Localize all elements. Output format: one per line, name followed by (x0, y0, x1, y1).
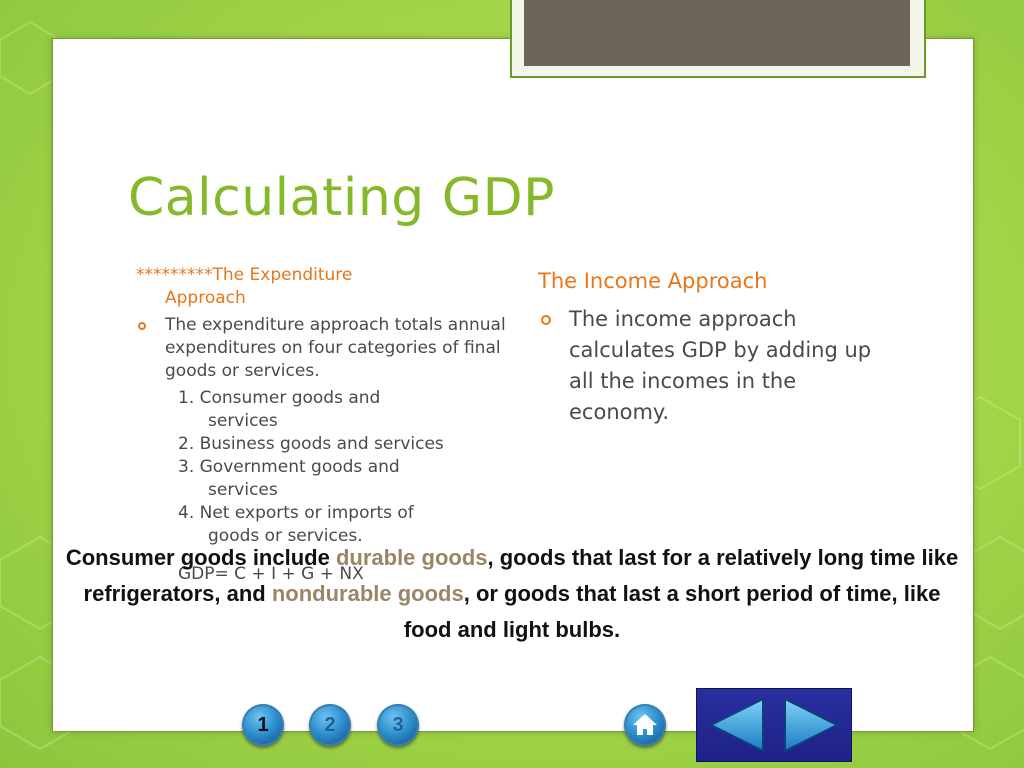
heading-asterisks: ********* (136, 265, 213, 285)
note-highlight-durable-goods: durable goods (335, 545, 488, 570)
note-text-2: , goods that last for a relatively long time like refrigerators, and (83, 545, 959, 606)
expenditure-categories-list (178, 387, 506, 548)
page-3-label: 3 (392, 713, 404, 736)
income-bullet-text: The income approach calculates GDP by adding up all the incomes in the economy. (569, 307, 872, 424)
expenditure-approach-column (136, 264, 506, 584)
bullet-ring-icon (138, 322, 146, 330)
note-text-1: Consumer goods include (65, 545, 336, 570)
arrow-right-icon[interactable] (781, 695, 841, 755)
category-2-line-1: 2. Business goods and services (178, 434, 444, 454)
income-approach-heading: The Income Approach (538, 269, 768, 293)
list-item (178, 456, 506, 502)
home-button[interactable] (624, 704, 666, 746)
header-photo-frame (510, 0, 926, 78)
home-icon (624, 704, 666, 746)
gdp-formula: GDP= C + I + G + NX (178, 564, 364, 584)
category-3-line-1: 3. Government goods and (178, 457, 400, 477)
list-item (178, 433, 506, 456)
heading-line-2: Approach (165, 288, 246, 308)
consumer-goods-note (60, 540, 964, 648)
heading-line-1: The Expenditure (212, 265, 353, 285)
page-2-label: 2 (324, 713, 336, 736)
page-2-button[interactable] (309, 704, 351, 746)
arrow-left-icon[interactable] (707, 695, 767, 755)
expenditure-bullet (136, 314, 506, 383)
page-1-button[interactable] (242, 704, 284, 746)
page-3-button[interactable] (377, 704, 419, 746)
expenditure-approach-heading (136, 264, 506, 310)
list-item (178, 387, 506, 433)
income-approach-column (538, 268, 898, 428)
header-photo-placeholder (524, 0, 910, 66)
page-1-label: 1 (257, 713, 269, 736)
bullet-ring-icon (541, 315, 551, 325)
category-1-line-1: 1. Consumer goods and (178, 388, 381, 408)
income-bullet (538, 304, 898, 428)
category-4-line-1: 4. Net exports or imports of (178, 503, 414, 523)
category-4-line-2: goods or services. (208, 526, 363, 546)
expenditure-bullet-text: The expenditure approach totals annual expenditures on four categories of final goods or services. (165, 315, 506, 381)
slide-title: Calculating GDP (128, 168, 556, 228)
note-text-3: , or goods that last a short period of time, like food and light bulbs. (403, 581, 941, 642)
note-highlight-nondurable-goods: nondurable goods (271, 581, 464, 606)
category-1-line-2: services (208, 411, 278, 431)
category-3-line-2: services (208, 480, 278, 500)
slide-arrow-panel (696, 688, 852, 762)
